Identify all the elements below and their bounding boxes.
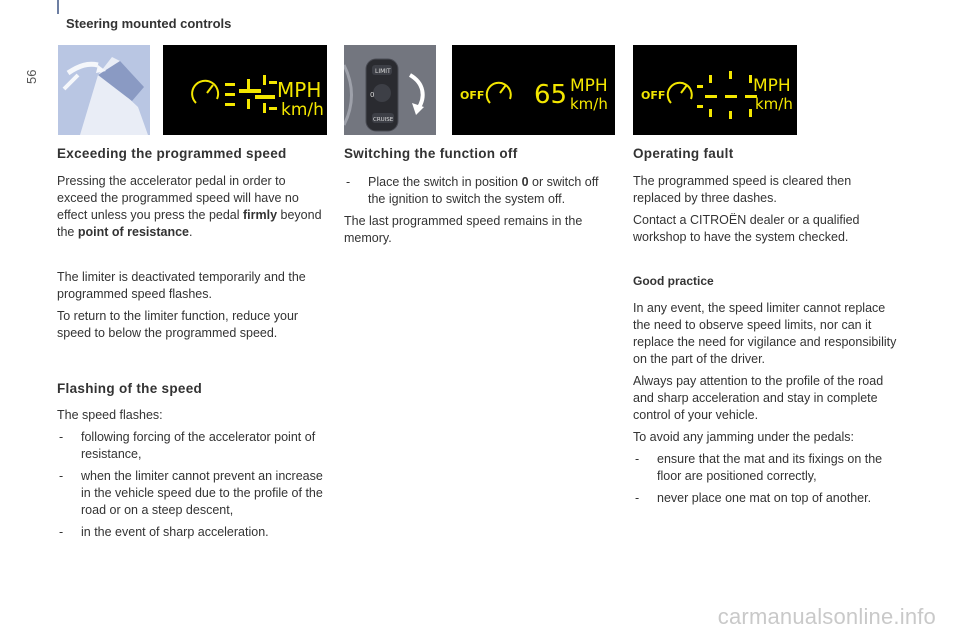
pedal-foot-icon — [58, 45, 150, 135]
list-item: - in the event of sharp acceleration. — [59, 525, 269, 539]
lcd-display-flashing — [163, 45, 327, 135]
heading-switch-off: Switching the function off — [344, 146, 518, 161]
unit-kmh: km/h — [281, 100, 324, 120]
paragraph-jamming: To avoid any jamming under the pedals: — [633, 430, 854, 444]
off-label: OFF — [641, 89, 666, 102]
column-operating-fault — [633, 146, 901, 507]
watermark: carmanualsonline.info — [717, 604, 936, 629]
heading-exceeding: Exceeding the programmed speed — [57, 146, 287, 161]
paragraph-memory: The last programmed speed remains in the memory. — [344, 214, 583, 245]
paragraph-cleared: The programmed speed is cleared then replaced by three dashes. — [633, 174, 852, 205]
list-item: - never place one mat on top of another. — [635, 491, 872, 505]
lcd-display-off — [452, 45, 615, 135]
flashing-rays-icon — [225, 75, 277, 113]
heading-good-practice: Good practice — [633, 274, 714, 288]
speedometer-icon — [668, 83, 692, 103]
paragraph-vigilance: In any event, the speed limiter cannot replace the need to observe speed limits, nor can it replace the need for vigilance and responsibility on the part of the driver. — [633, 301, 897, 366]
flashing-dashes-icon — [697, 71, 757, 119]
switch-limit-label: LIMIT — [375, 68, 391, 75]
paragraph-contact: Contact a CITROËN dealer or a qualified workshop to have the system checked. — [633, 213, 860, 244]
list-item: - when the limiter cannot prevent an increase in the vehicle speed due to the profile of the road or on a steep descent, — [59, 469, 323, 517]
speed-value: 65 — [534, 80, 568, 110]
paragraph-attention: Always pay attention to the profile of the road and sharp acceleration and stay in complete control of your vehicle. — [633, 374, 884, 422]
off-label: OFF — [460, 89, 485, 102]
speedometer-icon — [192, 81, 218, 103]
column-flashing — [57, 381, 325, 541]
list-item: - Place the switch in position 0 or switch off the ignition to switch the system off. — [346, 175, 599, 206]
paragraph-return: To return to the limiter function, reduce your speed to below the programmed speed. — [57, 309, 299, 340]
unit-mph: MPH — [753, 76, 791, 96]
unit-mph: MPH — [570, 76, 608, 96]
lcd-display-fault — [633, 45, 797, 135]
steering-switch-illustration — [344, 45, 436, 135]
unit-kmh: km/h — [570, 95, 608, 113]
page-number: 56 — [24, 69, 39, 84]
unit-mph: MPH — [277, 78, 322, 102]
unit-kmh: km/h — [755, 95, 793, 113]
side-rule — [57, 0, 59, 14]
column-switch-off — [344, 146, 612, 247]
heading-operating-fault: Operating fault — [633, 146, 734, 161]
paragraph-exceeding: Pressing the accelerator pedal in order to exceed the programmed speed will have no effect unless you press the pedal firmly beyond the point of resistance. — [57, 174, 322, 239]
paragraph-flashes: The speed flashes: — [57, 408, 163, 422]
list-item: - ensure that the mat and its fixings on the floor are positioned correctly, — [635, 452, 883, 483]
heading-flashing: Flashing of the speed — [57, 381, 203, 396]
column-exceeding — [57, 146, 325, 342]
paragraph-deactivated: The limiter is deactivated temporarily and the programmed speed flashes. — [57, 270, 306, 301]
switch-cruise-label: CRUISE — [373, 117, 394, 123]
page-header: Steering mounted controls — [66, 16, 232, 31]
list-item: - following forcing of the accelerator point of resistance, — [59, 430, 316, 461]
pedal-illustration — [58, 45, 150, 135]
switch-zero-label: 0 — [370, 91, 375, 99]
speedometer-icon — [487, 83, 511, 103]
